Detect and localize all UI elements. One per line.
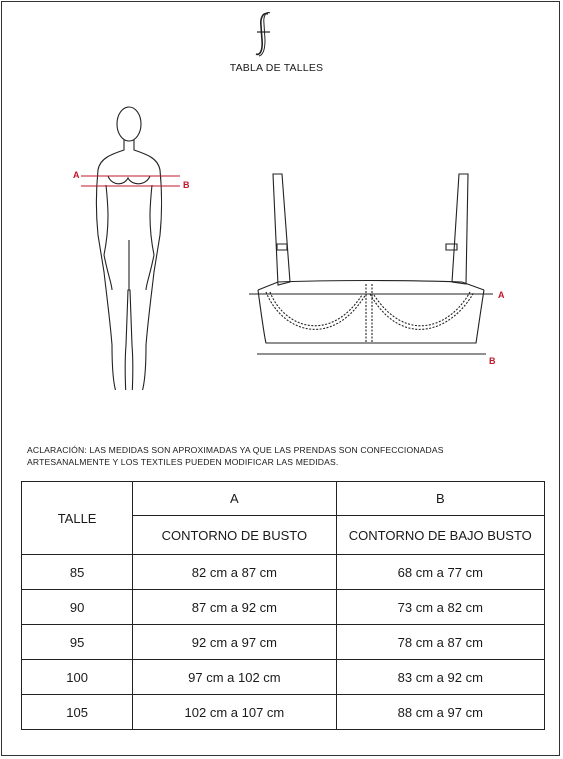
header-a-label: CONTORNO DE BUSTO [133, 516, 336, 555]
bust-cell: 87 cm a 92 cm [133, 590, 336, 625]
page-title: TABLA DE TALLES [229, 62, 324, 74]
body-figure-icon [97, 107, 162, 390]
underbust-cell: 73 cm a 82 cm [336, 590, 544, 625]
table-row [22, 660, 545, 695]
body-marker-b: B [183, 180, 190, 190]
disclaimer-note: ACLARACIÓN: LAS MEDIDAS SON APROXIMADAS YA QUE LAS PRENDAS SON CONFECCIONADAS ARTESANALMENTE Y LOS TEXTILES PUEDEN MODIFICAR LAS MEDIDAS. [27, 445, 444, 467]
underbust-cell: 78 cm a 87 cm [336, 625, 544, 660]
body-marker-a: A [73, 170, 80, 180]
header-b: B [336, 482, 544, 516]
talle-cell: 105 [22, 695, 133, 730]
table-row [22, 695, 545, 730]
bra-marker-a: A [498, 290, 505, 300]
size-table [21, 481, 545, 730]
bust-cell: 82 cm a 87 cm [133, 555, 336, 590]
bust-cell: 92 cm a 97 cm [133, 625, 336, 660]
underbust-cell: 68 cm a 77 cm [336, 555, 544, 590]
underbust-cell: 83 cm a 92 cm [336, 660, 544, 695]
talle-cell: 85 [22, 555, 133, 590]
bra-drawing-icon [258, 174, 484, 343]
talle-cell: 90 [22, 590, 133, 625]
table-row [22, 625, 545, 660]
brand-logo-icon [251, 10, 275, 58]
header-a: A [133, 482, 336, 516]
talle-cell: 95 [22, 625, 133, 660]
underbust-cell: 88 cm a 97 cm [336, 695, 544, 730]
talle-cell: 100 [22, 660, 133, 695]
table-row [22, 590, 545, 625]
bust-cell: 102 cm a 107 cm [133, 695, 336, 730]
header-b-label: CONTORNO DE BAJO BUSTO [336, 516, 544, 555]
bust-cell: 97 cm a 102 cm [133, 660, 336, 695]
measurement-illustration [0, 90, 563, 390]
header-talle: TALLE [22, 482, 133, 555]
bra-marker-b: B [489, 356, 496, 366]
table-row [22, 555, 545, 590]
